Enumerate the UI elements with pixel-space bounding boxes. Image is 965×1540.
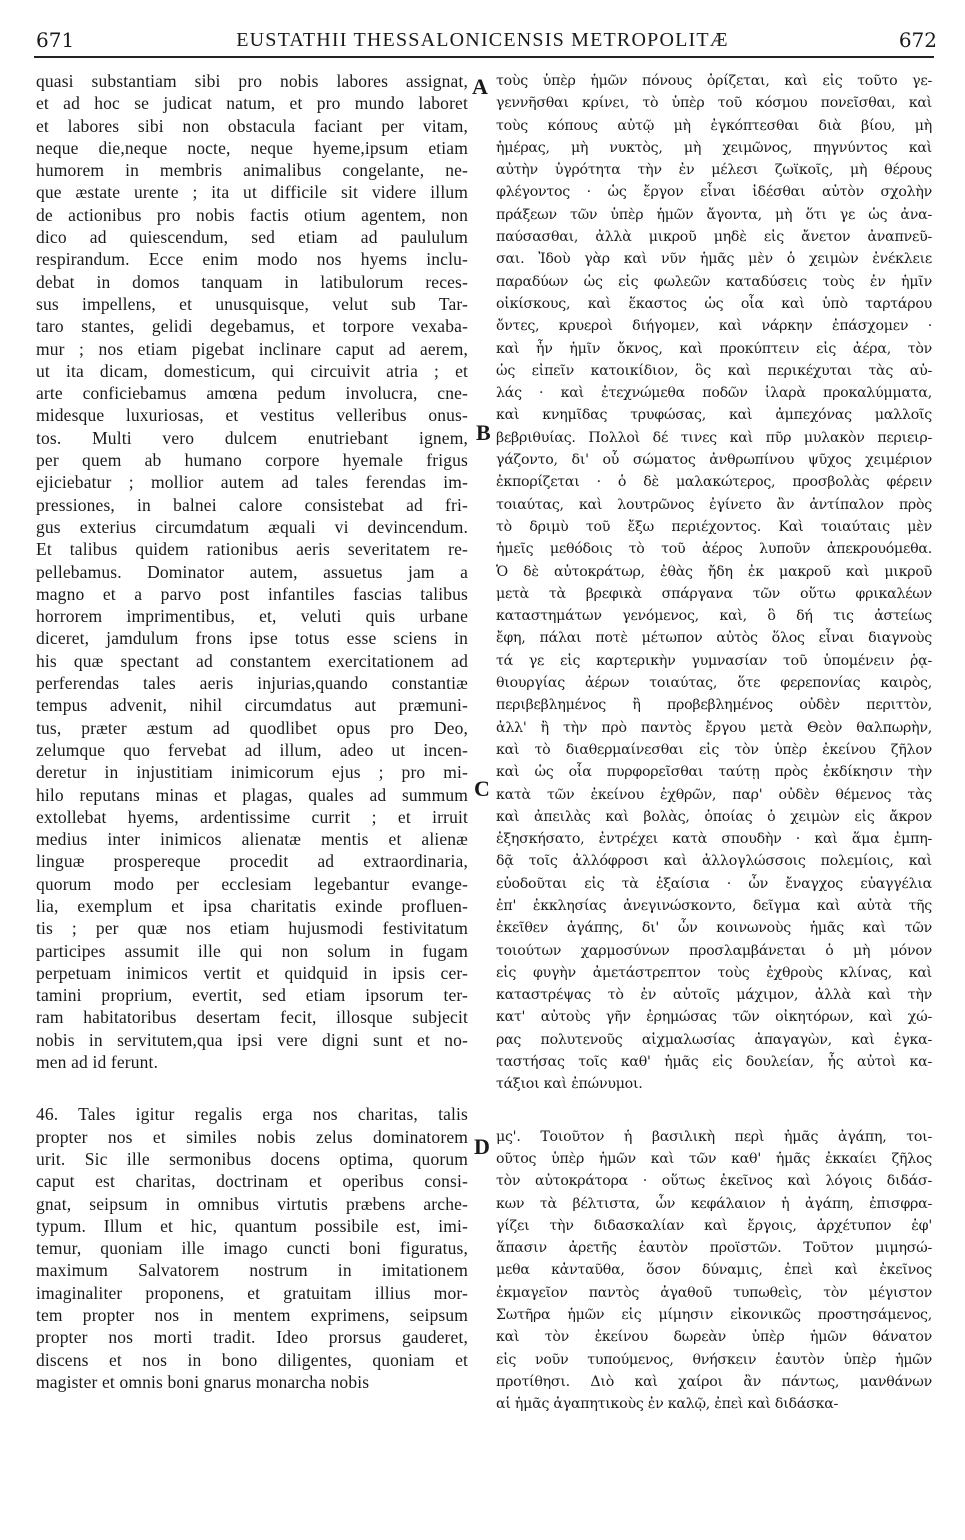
greek-text-line: τὸν αὐτοκράτορα · οὕτως ἐκεῖνος καὶ λόγοις διδάσ- [496, 1173, 932, 1190]
greek-text-line: μς'. Τοιοῦτον ἡ βασιλικὴ περὶ ἡμᾶς ἀγάπη, τοι- [496, 1128, 932, 1145]
latin-text-line: perferendas tales aeris injurias,quando constantiæ [36, 673, 468, 694]
latin-text-line: gnat, seipsum in omnibus virtutis præbens arche- [36, 1193, 468, 1214]
latin-text-line: pellebamus. Dominator autem, assuetus jam a [36, 561, 468, 582]
greek-text-line: τοὺς ὑπὲρ ἡμῶν πόνους ὁρίζεται, καὶ εἰς τοῦτο γε- [496, 73, 932, 89]
greek-text-line: εἰς φυγὴν ἀμετάστρεπτον τοὺς ἐχθροὺς κλίνας, καὶ [496, 964, 932, 981]
greek-text-line: καταστημάτων γενόμενος, καὶ, ὃ δή τις ἀστείως [496, 608, 932, 625]
greek-text-line: ἡμέρας, μὴ νυκτὸς, μὴ χειμῶνος, πηγνύντος καὶ [496, 139, 932, 156]
latin-text-line: mur ; nos etiam pigebat inclinare caput ad aerem, [36, 338, 468, 359]
latin-text-line: debat in domos tanquam in latibulorum reces- [36, 271, 468, 292]
latin-text-line: magister et omnis boni gnarus monarcha nobis [36, 1371, 370, 1392]
running-title: EUSTATHII THESSALONICENSIS METROPOLITÆ [236, 29, 729, 51]
greek-text-line: τὸ δριμὺ τοῦ ἔξω περιέχοντος. Καὶ τοιαύταις μὲν [496, 518, 932, 535]
greek-text-line: ἐκπορίζεται · ὁ δὲ μαλακώτερος, προσβολὰς φέρειν [496, 474, 932, 491]
greek-text-line: περιβεβλημένος ἢ προβεβλημένος οὐδὲν περιττὸν, [496, 697, 932, 714]
latin-text-line: nobis in servitutem,qua ipsi vere digni sunt et no- [36, 1029, 468, 1050]
latin-text-line: caput est charitas, doctrinam et operibus consi- [36, 1171, 468, 1192]
latin-text-line: ut ita dicam, domesticum, qui circuivit atria ; et [36, 360, 468, 381]
greek-text-line: τά γε εἰς καρτερικὴν γυμνασίαν τοῦ ὑπομένειν ῥᾳ- [496, 652, 932, 669]
greek-text-line: ἔφη, πάλαι ποτὲ μέτωπον αὐτὸς ὅλος εἶναι διαγνοὺς [496, 630, 932, 647]
latin-text-line: discens et nos in bono diligentes, quoniam et [36, 1349, 468, 1370]
greek-text-line: φλέγοντος · ὡς ἔργον εἶναι ἰδέσθαι αὐτὸν σχολὴν [496, 184, 932, 201]
latin-text-line: humorem in membris animalibus congelante, ne- [36, 160, 468, 181]
greek-text-line: προτίθησι. Διὸ καὶ χαίροι ἂν πάντως, μανθάνων [496, 1373, 932, 1390]
latin-text-line: sus impellens, et unusquisque, velut sub Tar- [36, 293, 468, 314]
greek-text-line: καὶ ὡς οἷα πυρφορεῖσθαι ταύτῃ πρὸς ἐκδίκησιν τὴν [496, 764, 932, 781]
latin-text-line: tos. Multi vero dulcem enutriebant ignem, [36, 427, 468, 448]
greek-text-line: μεθα κἀνταῦθα, ὅσον δύναμις, ἐπεὶ καὶ ἐκεῖνος [496, 1262, 932, 1279]
latin-text-line: que æstate urente ; ita ut difficile sit videre illum [36, 182, 468, 203]
greek-text-line: ἐκμαγεῖον παντὸς ἀγαθοῦ τυπωθεὶς, τὸν μέγιστον [496, 1284, 932, 1301]
latin-text-line: linguæ prospereque procedit ad extraordinaria, [36, 851, 468, 872]
latin-text-line: neque die,neque nocte, neque hyeme,ipsum etiam [36, 137, 468, 158]
greek-text-line: καὶ τὸ διαθερμαίνεσθαι εἰς τὸν ὑπὲρ ἐκείνου ζῆλον [496, 741, 932, 758]
greek-text-line: πράξεων τῶν ὑπὲρ ἡμῶν ἄγοντα, μὴ ὅτι γε ὡς ἀνα- [496, 206, 932, 223]
greek-text-line: δᾷ τοῖς ἀλλόφροσι καὶ ἀλλογλώσσοις πολεμίοις, καὶ [496, 853, 932, 870]
latin-text-line: ejiciebatur ; mollior autem ad tales ferendas im- [36, 472, 468, 493]
latin-text-line: his quæ spectant ad constantem exercitationem ad [36, 650, 468, 671]
latin-text-line: temur, quoniam ille imago cuncti boni figuratus, [36, 1238, 468, 1259]
header-rule [34, 56, 934, 58]
greek-text-line: θιουργίας ἀέρων τοιαύτας, ὅτε φερεπονίας καιρὸς, [496, 675, 932, 692]
greek-text-line: ἐπ' ἐκκλησίας ἀνεγινώσκοντο, δεῖγμα καὶ αὐτὰ τῆς [496, 897, 932, 914]
latin-text-line: maximum Salvatorem nostrum in imitationem [36, 1260, 468, 1281]
latin-text-line: men ad id ferunt. [36, 1052, 159, 1073]
greek-text-line: τοιούτων χαρμοσύνων προσλαμβάνεται ὁ μὴ μόνον [496, 942, 932, 959]
greek-text-line: καὶ ἦν ἡμῖν ὄκνος, καὶ προκύπτειν εἰς ἀέρα, τὸν [496, 340, 932, 357]
section-marker-d: D [474, 1134, 490, 1159]
latin-text-line: zelumque quo fervebat ad illum, adeo ut incen- [36, 739, 468, 760]
greek-text-line: αἱ ἡμᾶς ἀγαπητικοὺς ἐν καλῷ, ἐπεὶ καὶ διδάσκα- [496, 1396, 839, 1413]
greek-column [496, 70, 932, 1416]
greek-text-line: λάς · καὶ ἐτεχνώμεθα ποδῶν ἱλαρὰ προκαλύμματα, [496, 385, 932, 402]
page-number-left: 671 [36, 28, 75, 52]
greek-text-line: παραδύων ὡς εἰς φωλεῶν καταδύσεις τοὺς ἐν ἡμῖν [496, 273, 932, 290]
latin-text-line: participes assumit ille qui non solum in fugam [36, 940, 468, 961]
latin-text-line: ram habitatoribus desertam fecit, illosque subjecit [36, 1007, 468, 1028]
greek-text-line [496, 1096, 932, 1126]
greek-text-line: γάζοντο, δι' οὗ σώματος ἀνθρωπίνου ψῦχος χειμέριον [496, 452, 932, 469]
greek-text-line: καταστρέψας τὸ ἐν αὐτοῖς μάχιμον, ἀλλὰ καὶ τὴν [496, 987, 932, 1004]
greek-text-line: γεννῆσθαι κρίνει, τὸ ὑπὲρ τοῦ κόσμου πονεῖσθαι, καὶ [496, 95, 932, 112]
latin-text-line: 46. Tales igitur regalis erga nos charitas, talis [36, 1104, 468, 1125]
greek-text-line: ταστήσας τοῖς καθ' ἡμᾶς εἰς δουλείαν, ἧς αὐτοὶ κα- [496, 1054, 932, 1071]
latin-text-line: hilo reputans minas et plagas, quales ad summum [36, 784, 468, 805]
greek-text-line: μετὰ τὰ βρεφικὰ σπάργανα τῶν οὕτω φρικαλέων [496, 585, 932, 602]
latin-text-line: perpetuam inimicos vertit et quidquid in ipsis cer- [36, 962, 468, 983]
latin-text-line: propter nos morti tradit. Ideo prorsus gauderet, [36, 1327, 468, 1348]
greek-text-line: κων τὰ βέλτιστα, ὧν κεφάλαιον ἡ ἀγάπη, ἐπισφρα- [496, 1195, 932, 1212]
greek-text-line: ἐκεῖθεν ἀγάπης, δι' ὧν κοινωνοὺς ἡμᾶς καὶ τῶν [496, 920, 932, 937]
latin-text-line: Et talibus quidem rationibus aeris severitatem re- [36, 539, 468, 560]
greek-text-line: παύσασθαι, ἀλλὰ μικροῦ μηδὲ εἰς ἄνετον ἀναπνεῦ- [496, 229, 932, 246]
greek-text-line: ἀλλ' ἢ τὴν πρὸ παντὸς ἔργου μετὰ Θεὸν θαλπωρὴν, [496, 719, 932, 736]
latin-text-line: respirandum. Ecce enim modo nos hyems inclu- [36, 249, 468, 270]
greek-text-line: ἅπασιν ἀρετῆς ἑαυτὸν προϊστῶν. Τοῦτον μιμησώ- [496, 1240, 932, 1257]
latin-text-line: deretur in injustitiam inimicorum ejus ; pro mi- [36, 762, 468, 783]
latin-text-line: imaginaliter proponens, et gratuitam illius mor- [36, 1282, 468, 1303]
latin-text-line: tempus advenit, nihil circumdatus aut præmuni- [36, 695, 468, 716]
running-header [0, 0, 965, 56]
greek-text-line: ρας πολυτενοῦς αἰχμαλωσίας ἀπαγαγὼν, καὶ ἐγκα- [496, 1031, 932, 1048]
latin-text-line: de actionibus pro nobis factis otium agentem, non [36, 204, 468, 225]
latin-text-line: et labores sibi non obstacula faciant per vitam, [36, 115, 468, 136]
greek-text-line: Ὁ δὲ αὐτοκράτωρ, ἐθὰς ἤδη ἐκ μακροῦ καὶ μικροῦ [496, 563, 932, 580]
latin-column [36, 70, 468, 1393]
latin-text-line: arte conficiebamus amœna pedum involucra, cne- [36, 383, 468, 404]
latin-text-line [36, 1073, 468, 1103]
latin-text-line: dico ad quiescendum, sed etiam ad paululum [36, 227, 468, 248]
greek-text-line: βεβριθυίας. Πολλοὶ δέ τινες καὶ πῦρ μυλακὸν περιειρ- [496, 429, 932, 446]
greek-text-line: ἐξησκήσατο, ἐντρέχει κατὰ σπουδὴν · καὶ ἅμα ἐμπη- [496, 831, 932, 848]
greek-text-line: εἰς νοῦν τυπούμενος, θνήσκειν ἑαυτὸν ὑπὲρ ἡμῶν [496, 1351, 932, 1368]
latin-text-line: horrorem imprimentibus, et, veluti quis urbane [36, 606, 468, 627]
latin-text-line: tem propter nos in mentem exprimens, seipsum [36, 1305, 468, 1326]
greek-text-line: ἡμεῖς μεθόδοις τὸ τοῦ ἀέρος λυποῦν ἀπεκρουόμεθα. [496, 541, 932, 558]
latin-text-line: taro stantes, gelidi degebamus, et torpore vexaba- [36, 316, 468, 337]
page-number-right: 672 [898, 28, 937, 52]
latin-text-line: extollebat hyems, ardentissime currit ; et irruit [36, 806, 468, 827]
latin-text-line: tamini proprium, evertit, sed etiam ipsorum ter- [36, 985, 468, 1006]
greek-text-line: οῦτος ὑπὲρ ἡμῶν καὶ τῶν καθ' ἡμᾶς ἐκκαίει ζῆλος [496, 1150, 932, 1167]
latin-text-line: magno et a parvo post infantiles fascias talibus [36, 583, 468, 604]
greek-text-line: τοιαύτας, καὶ λουτρῶνος ἐγίνετο ἂν ἀντίπαλον πρὸς [496, 496, 932, 513]
greek-text-line: τοὺς κόπους αὐτῷ μὴ ἐγκόπτεσθαι διὰ βίου, μὴ [496, 117, 932, 134]
latin-text-line: lia, exemplum et ipsa charitatis exinde profluen- [36, 895, 468, 916]
greek-text-line: Σωτῆρα ἡμῶν εἰς μίμησιν εἰκονικῶς προστησάμενος, [496, 1307, 932, 1324]
greek-text-line: αὐτὴν ὑγρότητα τὴν ἐν μέλεσι ζωϊκοῖς, μὴ θέρους [496, 162, 932, 179]
greek-text-line: κατὰ τῶν ἐκείνου ἐχθρῶν, παρ' οὐδὲν θέμενος τὰς [496, 786, 932, 803]
latin-text-line: pressiones, in balnei calore consistebat ad fri- [36, 494, 468, 515]
latin-text-line: quorum modo per ecclesiam legebantur evange- [36, 873, 468, 894]
greek-text-line: καὶ τὸν ἐκείνου δωρεὰν ὑπὲρ ἡμῶν θάνατον [496, 1329, 932, 1346]
latin-text-line: typum. Illum et hic, quantum possibile est, imi- [36, 1215, 468, 1236]
greek-text-line: κατ' αὐτοὺς γῆν ἐρημώσας τῶν οἰκητόρων, καὶ χώ- [496, 1009, 932, 1026]
latin-text-line: per quem ab humano corpore hyemale frigus [36, 450, 468, 471]
latin-text-line: gus exterius circumdatum æquali vi devincendum. [36, 516, 468, 537]
latin-text-line: midesque luxuriosas, et vestitus velleribus onus- [36, 405, 468, 426]
latin-text-line: tus, præter æstum ad quodlibet opus pro Deo, [36, 717, 468, 738]
greek-text-line: τάξιοι καὶ ἐπώνυμοι. [496, 1076, 643, 1093]
latin-text-line: tis ; per quæ nos etiam hujusmodi festivitatum [36, 918, 468, 939]
greek-text-line: καὶ ἀπειλὰς καὶ βολὰς, ὁποίας ὁ χειμὼν εἰς ἄκρον [496, 808, 932, 825]
section-marker-a: A [472, 74, 488, 99]
latin-text-line: et ad hoc se judicat natum, et pro mundo laboret [36, 93, 468, 114]
greek-text-line: γίζει τὴν διδασκαλίαν καὶ ἔργοις, ἀρχέτυπον ἐφ' [496, 1217, 932, 1234]
greek-text-line: καὶ κνημῖδας τρυφώσας, καὶ ἀμπεχόνας μαλλοῖς [496, 407, 932, 424]
greek-text-line: ὄντες, κρυεροὶ διήγομεν, καὶ νάρκην ἐπάσχομεν · [496, 318, 932, 335]
greek-text-line: οἰκίσκους, καὶ ἕκαστος ὡς οἷα καὶ ὑπὸ ταρτάρου [496, 295, 932, 312]
section-marker-b: B [476, 420, 491, 445]
latin-text-line: urit. Sic ille sermonibus docens optima, quorum [36, 1148, 468, 1169]
greek-text-line: εὐοδοῦται εἰς τὰ ἐξαίσια · ὧν ἔναγχος εὐαγγέλια [496, 875, 932, 892]
greek-text-line: ὡς εἰπεῖν κατοικίδιον, ὃς καὶ περικέχυται τὰς αὐ- [496, 362, 932, 379]
section-marker-c: C [474, 776, 490, 801]
latin-text-line: quasi substantiam sibi pro nobis labores assignat, [36, 71, 468, 91]
latin-text-line: diceret, jamdulum frons ipse totus esse sciens in [36, 628, 468, 649]
latin-text-line: medius inter inimicos alienatæ mentis et alienæ [36, 829, 468, 850]
greek-text-line: σαι. Ἰδοὺ γὰρ καὶ νῦν ἡμᾶς μὲν ὁ χειμὼν ἐνέκλειε [496, 251, 932, 268]
latin-text-line: propter nos et similes nobis zelus dominatorem [36, 1126, 468, 1147]
